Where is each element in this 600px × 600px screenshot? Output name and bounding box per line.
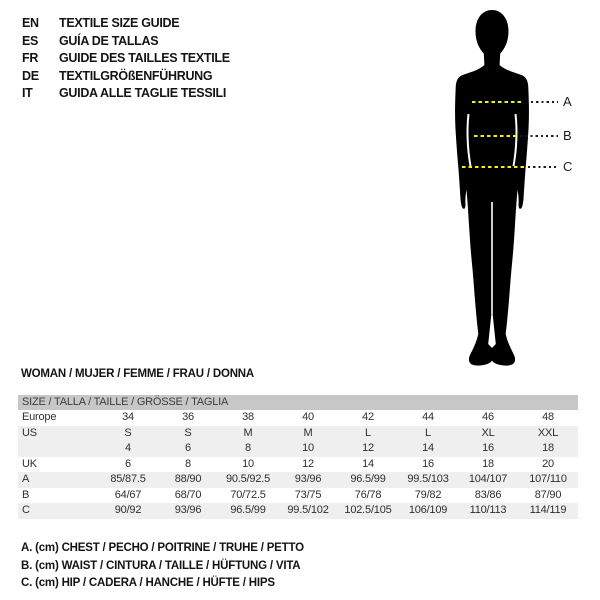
table-cell: M [303,426,313,439]
language-list [22,15,230,103]
language-title: GUIDA ALLE TAGLIE TESSILI [59,86,227,100]
language-title: TEXTILGRÖßENFÜHRUNG [59,68,213,83]
table-cell: 4 [125,442,131,454]
row-label: US [22,426,37,439]
section-title-woman: WOMAN / MUJER / FEMME / FRAU / DONNA [21,368,255,380]
language-title: GUÍA DE TALLAS [59,33,159,48]
table-cell: 18 [542,442,554,454]
table-cell: XL [481,426,495,439]
woman-silhouette-figure [432,8,572,368]
size-table-header: SIZE / TALLA / TAILLE / GRÖSSE / TAGLIA [18,395,578,410]
table-cell: 14 [362,457,374,470]
size-table-body [18,410,578,519]
table-cell: 64/67 [114,488,142,501]
table-cell: 99.5/102 [287,504,329,516]
table-cell: 14 [422,442,434,454]
language-row [22,50,230,68]
table-cell: 6 [125,457,131,470]
table-cell: 18 [482,457,494,470]
table-cell: S [184,426,192,439]
table-cell: 110/113 [469,504,507,516]
language-row [22,85,230,103]
row-label: B [22,488,30,501]
table-cell: 16 [482,442,494,454]
waist-letter: B [563,128,572,143]
woman-silhouette-icon [432,8,572,368]
table-cell: 99.5/103 [407,473,449,485]
language-row [22,33,230,51]
row-label: A [22,473,30,485]
table-cell: 40 [302,411,314,423]
table-cell: 12 [362,442,374,454]
language-code: FR [22,51,39,65]
table-cell: 70/72.5 [230,488,266,501]
waist-dotted-line [520,135,558,137]
language-title: GUIDE DES TAILLES TEXTILE [59,51,230,65]
table-cell: 10 [302,442,314,454]
table-cell: 96.5/99 [350,473,386,485]
table-cell: XXL [537,426,559,439]
chest-dotted-line [531,101,558,103]
table-cell: 42 [362,411,374,423]
table-cell: 12 [302,457,314,470]
language-title: TEXTILE SIZE GUIDE [59,16,180,30]
table-row [18,441,578,457]
table-cell: 8 [185,457,191,470]
table-cell: 104/107 [468,473,508,485]
legend-line: A. (cm) CHEST / PECHO / POITRINE / TRUHE / PETTO [21,542,304,554]
table-cell: 44 [422,411,434,423]
waist-dash-line [474,135,518,137]
hip-dash-line [462,166,524,168]
language-code: EN [22,16,39,30]
table-cell: 16 [422,457,434,470]
chest-dash-line [472,101,522,103]
table-cell: 90.5/92.5 [225,473,271,485]
table-cell: 83/86 [474,488,502,501]
table-cell: 48 [542,411,554,423]
table-row [18,488,578,504]
hip-dotted-line [528,166,558,168]
table-cell: 88/90 [174,473,202,485]
table-cell: 96.5/99 [230,504,266,516]
table-cell: 20 [542,457,554,470]
table-row [18,503,578,519]
row-label: Europe [22,411,57,423]
size-table [18,395,578,519]
language-code: ES [22,33,39,48]
row-label [18,441,98,457]
table-cell: 85/87.5 [110,473,146,485]
table-cell: 79/82 [414,488,442,501]
table-cell: 106/109 [408,504,448,516]
chest-letter: A [563,94,572,109]
table-cell: 76/78 [354,488,382,501]
table-cell: L [365,426,371,439]
language-row [22,15,230,33]
table-cell: 38 [242,411,254,423]
table-cell: 68/70 [174,488,202,501]
legend-line: C. (cm) HIP / CADERA / HANCHE / HÜFTE / HIPS [21,577,275,589]
table-row [18,426,578,442]
table-cell: 93/96 [174,504,202,516]
table-cell: L [425,426,431,439]
table-row [18,472,578,488]
table-cell: 8 [245,442,251,454]
table-cell: 102.5/105 [344,504,392,516]
table-cell: 93/96 [294,473,322,485]
legend-line: B. (cm) WAIST / CINTURA / TAILLE / HÜFTUNG / VITA [21,559,301,572]
table-cell: 90/92 [114,504,142,516]
row-label: UK [22,457,37,470]
table-cell: 114/119 [529,504,567,516]
table-cell: M [243,426,253,439]
table-row [18,457,578,473]
language-row [22,68,230,86]
table-cell: 10 [242,457,254,470]
table-cell: 107/110 [529,473,567,485]
table-cell: 46 [482,411,494,423]
table-cell: 87/90 [534,488,562,501]
table-cell: 6 [185,442,191,454]
table-row [18,410,578,426]
row-label: C [22,504,30,516]
table-cell: 73/75 [294,488,322,501]
language-code: DE [22,68,39,83]
table-cell: 34 [122,411,134,423]
language-code: IT [22,86,33,100]
hip-letter: C [563,159,573,174]
table-cell: S [124,426,132,439]
table-cell: 36 [182,411,194,423]
measurement-legend [21,540,304,593]
